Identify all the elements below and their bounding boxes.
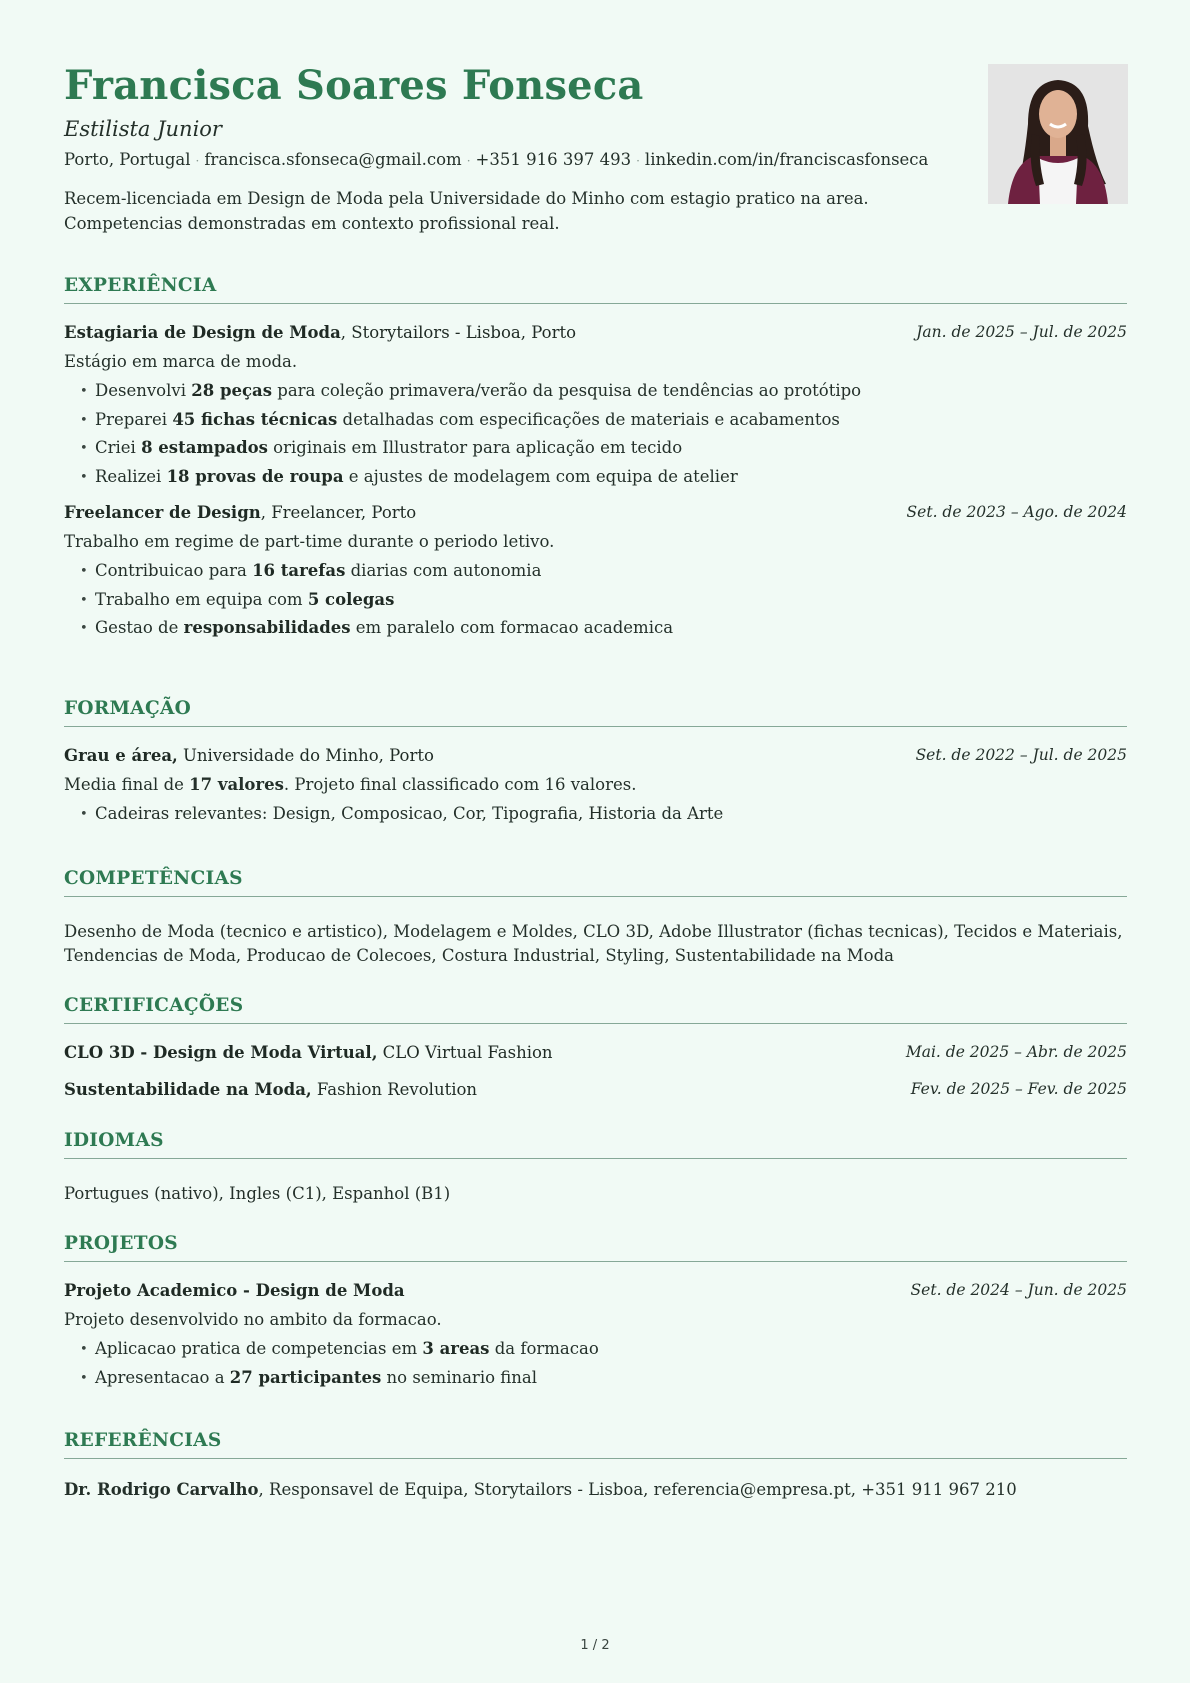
contact-phone[interactable]: +351 916 397 493 (475, 150, 632, 169)
section-experience (64, 275, 1127, 647)
page-number: 1 / 2 (580, 1638, 610, 1653)
reference-name: Dr. Rodrigo Carvalho (64, 1480, 259, 1499)
certification-entry (64, 1043, 1127, 1065)
school: Universidade do Minho, Porto (177, 746, 434, 765)
contact-linkedin[interactable]: linkedin.com/in/franciscasfonseca (644, 150, 929, 169)
job-position: Estagiaria de Design de Moda (64, 323, 341, 342)
education-dates: Set. de 2022 – Jul. de 2025 (915, 746, 1127, 764)
certification-entry (64, 1080, 1127, 1102)
profile-summary: Recem-licenciada em Design de Moda pela Universidade do Minho com estagio pratico na area. Competencias demonstradas em contexto profissional real. (64, 189, 869, 233)
list-item: • Cadeiras relevantes: Design, Composicao, Cor, Tipografia, Historia da Arte (80, 804, 1127, 833)
section-languages (64, 1130, 1127, 1206)
separator-dot: · (466, 154, 471, 168)
degree: Grau e área, (64, 746, 178, 765)
separator-dot: · (636, 154, 640, 168)
section-title-skills: COMPETÊNCIAS (64, 868, 1127, 897)
experience-entry (64, 503, 1127, 647)
list-item: • Trabalho em equipa com 5 colegas (80, 590, 1127, 619)
certification-issuer: CLO Virtual Fashion (377, 1043, 553, 1062)
project-results-list (64, 1339, 1127, 1396)
achievement-list (64, 381, 1127, 495)
education-entry (64, 746, 1127, 833)
entry-header (64, 323, 1127, 345)
job-description: Estágio em marca de moda. (64, 352, 298, 371)
list-item: • Criei 8 estampados originais em Illustrator para aplicação em tecido (80, 438, 1127, 467)
certification-dates: Fev. de 2025 – Fev. de 2025 (910, 1080, 1127, 1098)
job-description: Trabalho em regime de part-time durante o periodo letivo. (64, 532, 555, 551)
list-item: • Desenvolvi 28 peças para coleção primavera/verão da pesquisa de tendências ao protótipo (80, 381, 1127, 410)
experience-entry (64, 323, 1127, 495)
achievement-list (64, 561, 1127, 647)
contact-email[interactable]: francisca.sfonseca@gmail.com (204, 150, 462, 169)
list-item: • Aplicacao pratica de competencias em 3 areas da formacao (80, 1339, 1127, 1368)
contact-line (64, 150, 928, 169)
portrait-image (988, 64, 1128, 204)
reference-entry (64, 1478, 1127, 1502)
job-position: Freelancer de Design (64, 503, 261, 522)
grade-line: Media final de 17 valores. Projeto final classificado com 16 valores. (64, 775, 637, 794)
contact-location: Porto, Portugal (64, 150, 191, 169)
list-item: • Apresentacao a 27 participantes no seminario final (80, 1368, 1127, 1397)
certification-name: Sustentabilidade na Moda, (64, 1080, 312, 1099)
section-title-certifications: CERTIFICAÇÕES (64, 995, 1127, 1024)
course-list (64, 804, 1127, 833)
profile-photo (988, 64, 1128, 204)
certification-dates: Mai. de 2025 – Abr. de 2025 (905, 1043, 1127, 1061)
section-projects (64, 1233, 1127, 1396)
section-certifications (64, 995, 1127, 1102)
project-dates: Set. de 2024 – Jun. de 2025 (910, 1281, 1127, 1299)
list-item: • Realizei 18 provas de roupa e ajustes de modelagem com equipa de atelier (80, 467, 1127, 496)
section-skills (64, 868, 1127, 968)
section-references (64, 1430, 1127, 1502)
skills-list: Desenho de Moda (tecnico e artistico), Modelagem e Moldes, CLO 3D, Adobe Illustrator (fichas tecnicas), Tecidos e Materiais, Tendencias de Moda, Producao de Colecoes, Costura Industrial, Styling, Sustentabilidade na Moda (64, 922, 1123, 965)
candidate-role: Estilista Junior (64, 117, 222, 141)
section-education (64, 698, 1127, 833)
certification-issuer: Fashion Revolution (311, 1080, 478, 1099)
project-name: Projeto Academico - Design de Moda (64, 1281, 405, 1300)
section-title-projects: PROJETOS (64, 1233, 1127, 1262)
entry-header (64, 746, 1127, 768)
job-organization: , Freelancer, Porto (260, 503, 417, 522)
reference-details: , Responsavel de Equipa, Storytailors - Lisboa, referencia@empresa.pt, +351 911 967 210 (258, 1480, 1017, 1499)
list-item: • Contribuicao para 16 tarefas diarias com autonomia (80, 561, 1127, 590)
job-organization: , Storytailors - Lisboa, Porto (340, 323, 577, 342)
languages-list: Portugues (nativo), Ingles (C1), Espanhol (B1) (64, 1184, 451, 1203)
job-dates: Jan. de 2025 – Jul. de 2025 (916, 323, 1127, 341)
section-title-languages: IDIOMAS (64, 1130, 1127, 1159)
project-description: Projeto desenvolvido no ambito da formacao. (64, 1310, 442, 1329)
separator-dot: · (195, 154, 200, 168)
section-title-education: FORMAÇÃO (64, 698, 1127, 727)
list-item: • Preparei 45 fichas técnicas detalhadas com especificações de materiais e acabamentos (80, 410, 1127, 439)
entry-header (64, 503, 1127, 525)
list-item: • Gestao de responsabilidades em paralelo com formacao academica (80, 618, 1127, 647)
certification-name: CLO 3D - Design de Moda Virtual, (64, 1043, 378, 1062)
candidate-name: Francisca Soares Fonseca (64, 62, 644, 109)
job-dates: Set. de 2023 – Ago. de 2024 (906, 503, 1127, 521)
section-title-experience: EXPERIÊNCIA (64, 275, 1127, 304)
section-title-references: REFERÊNCIAS (64, 1430, 1127, 1459)
project-entry (64, 1281, 1127, 1396)
